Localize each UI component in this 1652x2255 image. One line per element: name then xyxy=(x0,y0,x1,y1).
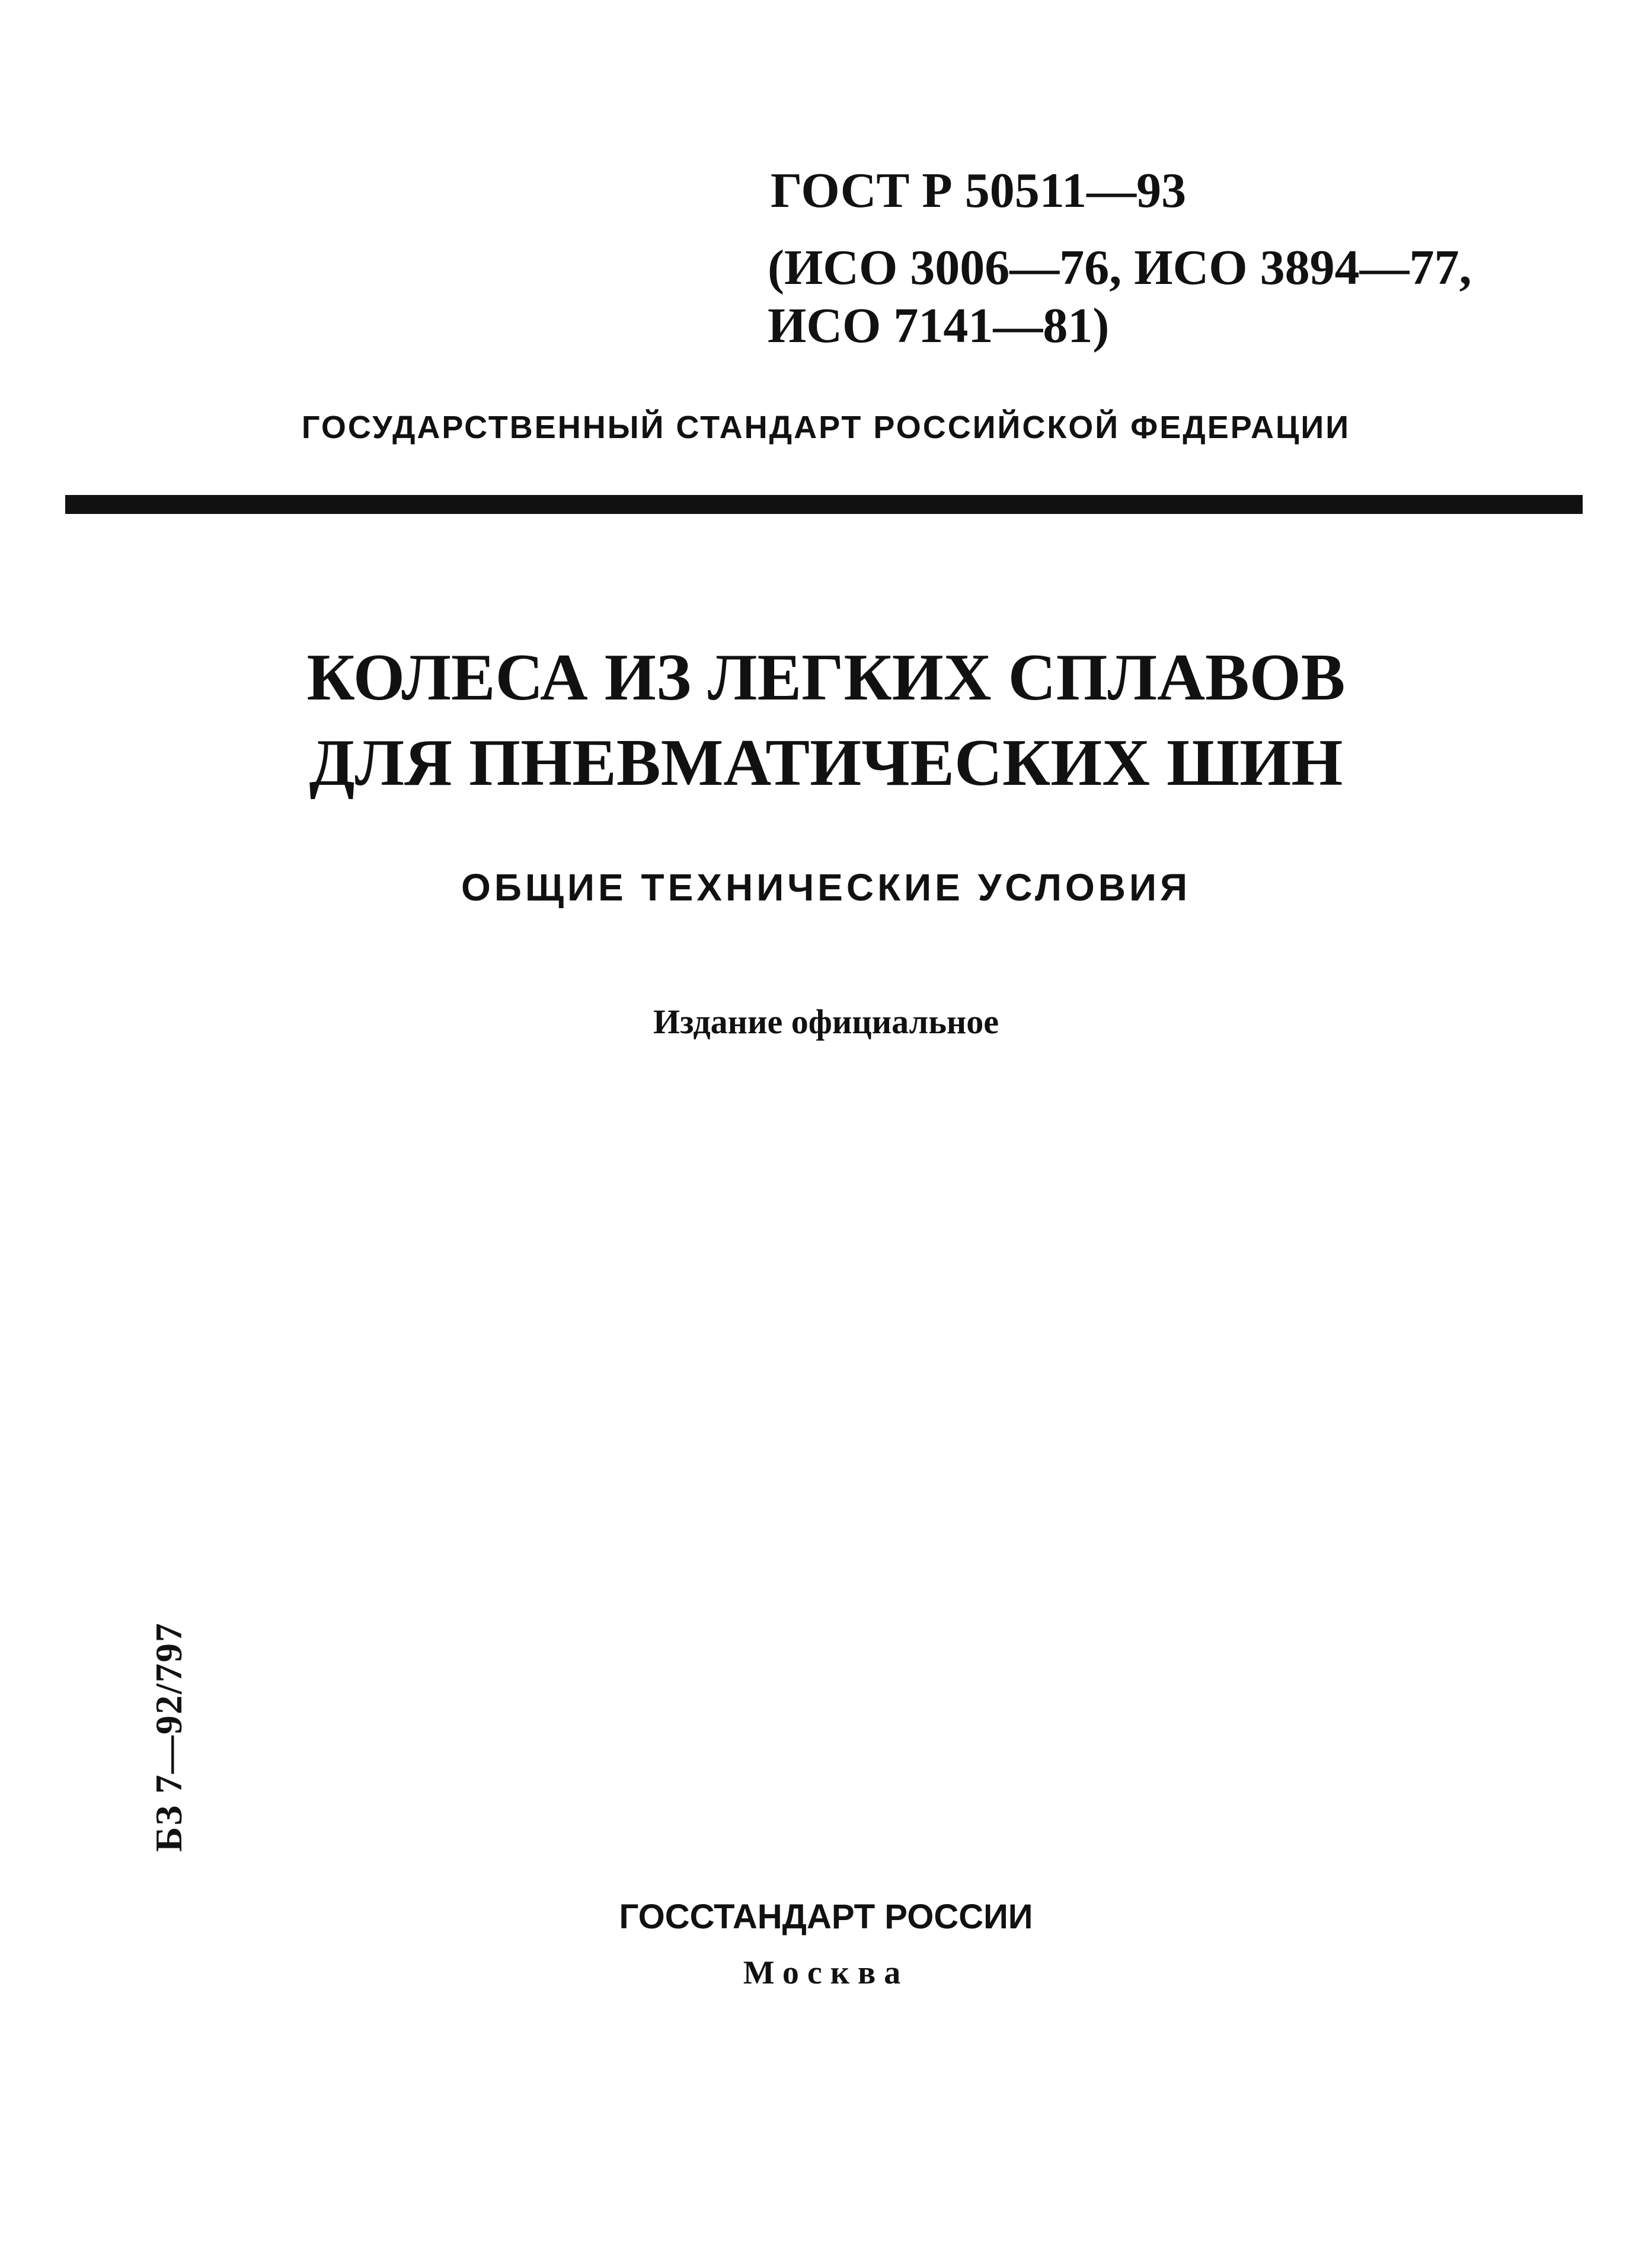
horizontal-rule xyxy=(65,495,1583,514)
state-standard-label: ГОСУДАРСТВЕННЫЙ СТАНДАРТ РОССИЙСКОЙ ФЕДЕРАЦИИ xyxy=(301,410,1351,445)
document-title-line-2: ДЛЯ ПНЕВМАТИЧЕСКИХ ШИН xyxy=(309,726,1343,800)
iso-references-line-1: (ИСО 3006—76, ИСО 3894—77, xyxy=(768,240,1472,295)
document-subtitle: ОБЩИЕ ТЕХНИЧЕСКИЕ УСЛОВИЯ xyxy=(461,866,1191,909)
edition-note: Издание официальное xyxy=(653,1002,999,1041)
iso-references-line-2: ИСО 7141—81) xyxy=(768,298,1110,353)
publication-city: Москва xyxy=(743,1954,909,1991)
publisher-name: ГОССТАНДАРТ РОССИИ xyxy=(619,1898,1033,1936)
side-registration-code: БЗ 7—92/797 xyxy=(148,1622,190,1852)
standard-designation: ГОСТ Р 50511—93 xyxy=(771,163,1187,218)
document-title-line-1: КОЛЕСА ИЗ ЛЕГКИХ СПЛАВОВ xyxy=(306,641,1346,714)
